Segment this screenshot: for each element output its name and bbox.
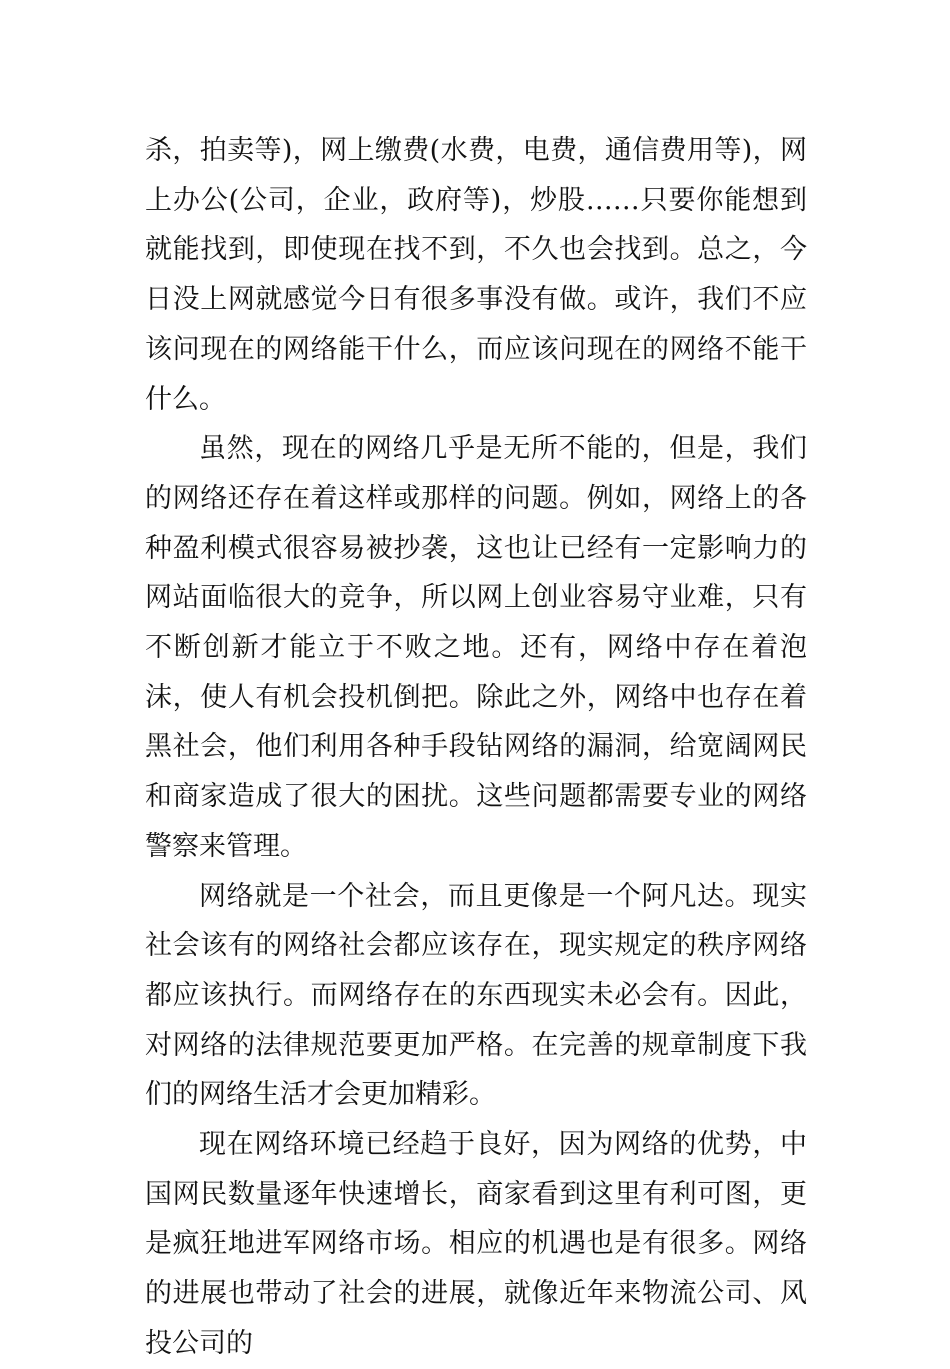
paragraph-3: 网络就是一个社会，而且更像是一个阿凡达。现实社会该有的网络社会都应该存在，现实规定的秩序网络都应该执行。而网络存在的东西现实未必会有。因此，对网络的法律规范要更加严格。在完善的规章制度下我们的网络生活才会更加精彩。 — [145, 880, 807, 1111]
paragraph-1: 杀，拍卖等)，网上缴费(水费，电费，通信费用等)，网上办公(公司，企业，政府等)，炒股……只要你能想到就能找到，即使现在找不到，不久也会找到。总之，今日没上网就感觉今日有很多事没有做。或许，我们不应该问现在的网络能干什么，而应该问现在的网络不能干什么。 — [145, 135, 807, 415]
paragraph-4: 现在网络环境已经趋于良好，因为网络的优势，中国网民数量逐年快速增长，商家看到这里有利可图，更是疯狂地进军网络市场。相应的机遇也是有很多。网络的进展也带动了社会的进展，就像近年来物流公司、风投公司的 — [145, 1129, 807, 1359]
paragraph-2: 虽然，现在的网络几乎是无所不能的，但是，我们的网络还存在着这样或那样的问题。例如，网络上的各种盈利模式很容易被抄袭，这也让已经有一定影响力的网站面临很大的竞争，所以网上创业容易守业难，只有不断创新才能立于不败之地。还有，网络中存在着泡沫，使人有机会投机倒把。除此之外，网络中也存在着黑社会，他们利用各种手段钻网络的漏洞，给宽阔网民和商家造成了很大的困扰。这些问题都需要专业的网络警察来管理。 — [145, 433, 807, 862]
document-body — [145, 126, 807, 1369]
